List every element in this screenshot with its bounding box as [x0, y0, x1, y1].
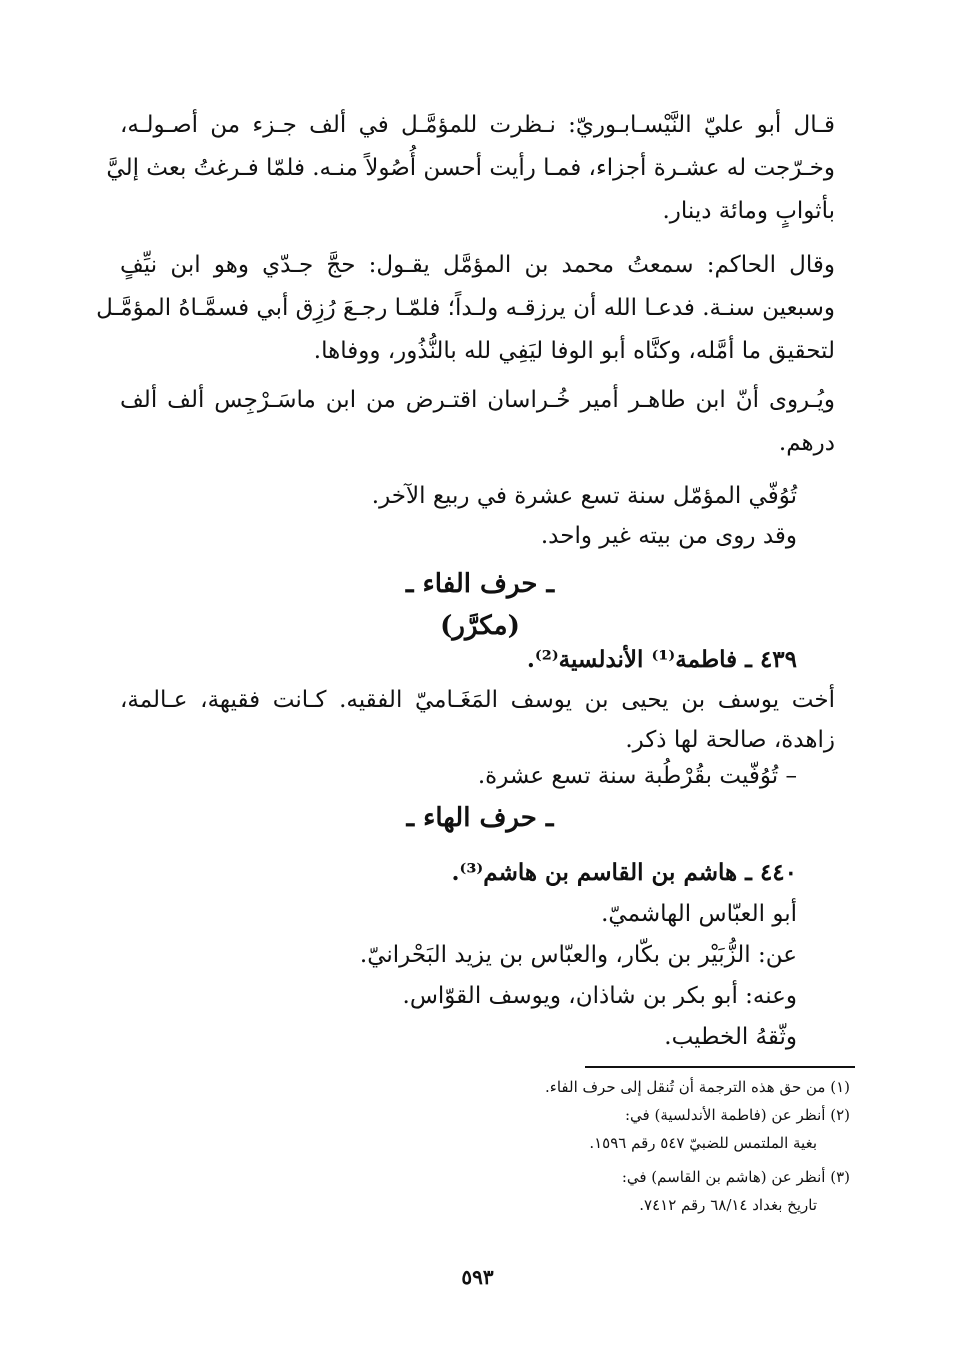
entry-440-heading: ٤٤٠ ـ هاشم بن القاسم بن هاشم⁽³⁾.: [451, 859, 797, 886]
section-heading-fa: ـ حرف الفاء ـ: [405, 569, 555, 599]
para4-line1: تُوُفّي المؤمّل سنة تسع عشرة في ربيع الآخر.: [371, 483, 797, 509]
footnote-1: (١) من حق هذه الترجمة أن تُنقل إلى حرف الفاء.: [545, 1078, 850, 1096]
para2-line2: وسبعين سنـة. فدعـا الله أن يرزقـه ولـداً؛ فلمّـا رجـعَ رُزِق أبي فسمَّـاهُ المؤمَّـل: [96, 295, 835, 321]
para1-line3: بأثوابٍ ومائة دينار.: [662, 198, 835, 224]
page-number: ٥٩٣: [461, 1265, 494, 1289]
entry-439-heading: ٤٣٩ ـ فاطمة⁽¹⁾ الأندلسية⁽²⁾.: [526, 646, 797, 673]
entry-440-line3: وعنه: أبو بكر بن شاذان، ويوسف القوّاس.: [402, 983, 797, 1009]
para3-line2: درهم.: [778, 430, 835, 456]
section-subheading-repeated: (مكرَّر): [440, 611, 520, 641]
para4-line2: وقد روى من بيته غير واحد.: [540, 523, 797, 549]
para1-line2: وخـرّجت له عشـرة أجزاء، فمـا رأيت أحسن أُصُولاً منـه. فلمّا فـرغتُ بعث إليَّ: [106, 155, 835, 181]
para1-line1: قـال أبو عليّ النَّيْسـابـوريّ: نـظرت للمؤمَّـل في ألف جـزء من أصـولـه،: [120, 112, 835, 138]
entry-439-line3: – تُوُفّيت بقُرْطُبة سنة تسع عشرة.: [477, 763, 797, 789]
footnote-3-ref: تاريخ بغداد ٦٨/١٤ رقم ٧٤١٢.: [639, 1196, 817, 1214]
footnote-separator: [585, 1066, 855, 1068]
entry-440-line2: عن: الزُّبَيْر بن بكّار، والعبّاس بن يزيد البَحْرانيّ.: [359, 942, 797, 968]
para2-line3: لتحقيق ما أمَّله، وكنَّاه أبو الوفا ليَفِي لله بالنُّذُور، ووفاها.: [313, 338, 835, 364]
footnote-2: (٢) أنظر عن (فاطمة الأندلسية) في:: [624, 1106, 850, 1124]
entry-439-line2: زاهدة، صالحة لها ذكر.: [625, 727, 835, 753]
footnote-3: (٣) أنظر عن (هاشم بن القاسم) في:: [621, 1168, 850, 1186]
para3-line1: ويُـروى أنّ ابن طاهـر أمير خُـراسان اقتـرض من ابن ماسَـرْجِس ألف ألف: [120, 387, 835, 413]
para2-line1: وقال الحاكم: سمعتُ محمد بن المؤمَّل يقـول: حجَّ جـدّي وهو ابن نيِّفٍ: [120, 252, 835, 278]
footnote-2-ref: بغية الملتمس للضبيّ ٥٤٧ رقم ١٥٩٦.: [589, 1134, 817, 1152]
section-heading-ha: ـ حرف الهاء ـ: [406, 803, 554, 833]
entry-439-line1: أخت يوسف بن يحيى بن يوسف المَغَـاميّ الفقيه. كـانت فقيهة، عـالمة،: [120, 687, 835, 713]
entry-440-line4: وثّقهُ الخطيب.: [664, 1024, 797, 1050]
entry-440-line1: أبو العبّاس الهاشميّ.: [601, 901, 797, 927]
